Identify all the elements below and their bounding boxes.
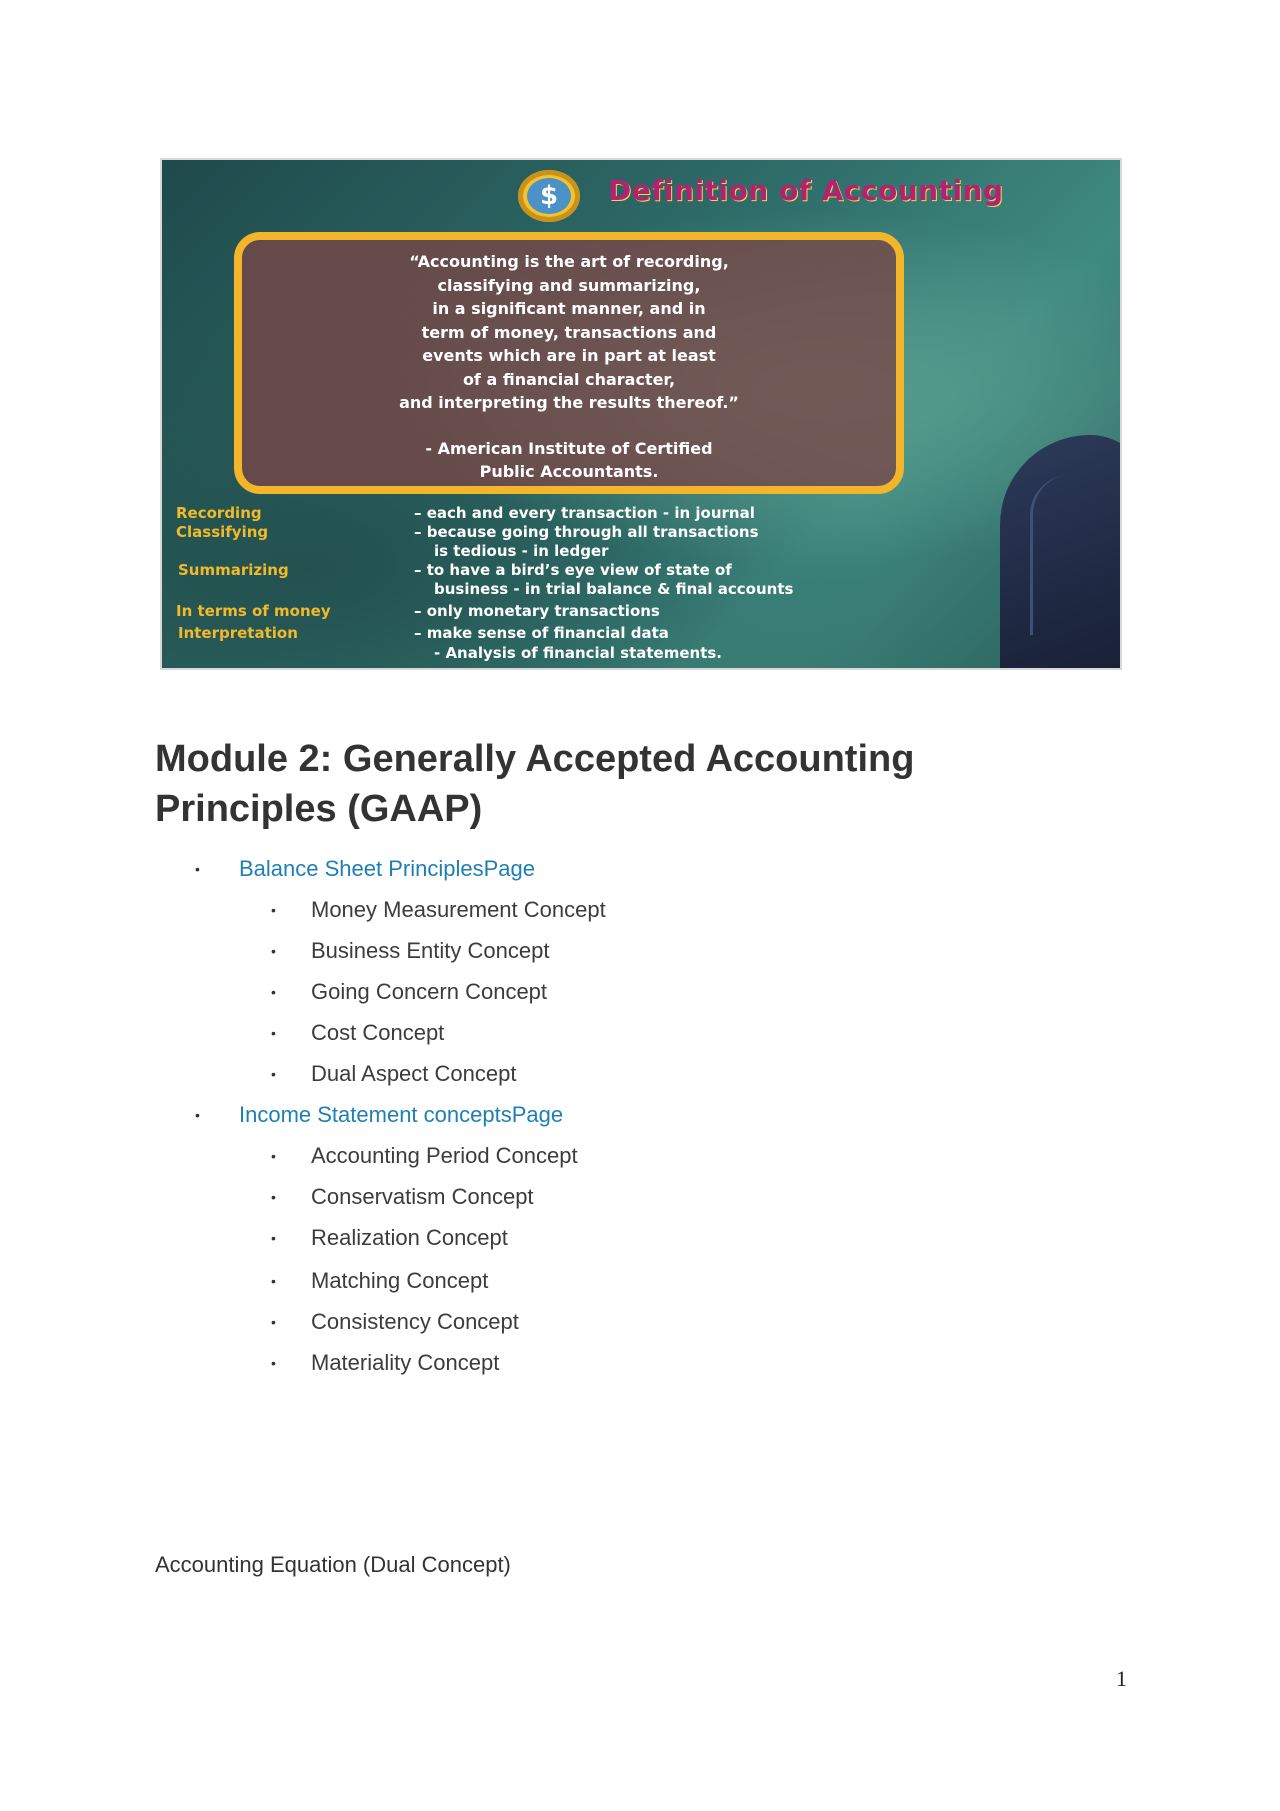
definition-desc: – to have a bird’s eye view of state of: [414, 561, 732, 579]
section-link-balance-sheet[interactable]: [195, 856, 535, 882]
bullet: •: [271, 1189, 276, 1205]
quote-line: “Accounting is the art of recording,: [409, 252, 729, 271]
list-item: [271, 1143, 578, 1169]
list-item-label: Conservatism Concept: [311, 1184, 534, 1209]
bullet: •: [271, 1355, 276, 1371]
bullet: •: [195, 1107, 200, 1123]
jacket-collar: [1030, 475, 1103, 635]
definition-desc: business - in trial balance & final accounts: [434, 580, 794, 598]
bullet: •: [271, 1230, 276, 1246]
list-item-label: Realization Concept: [311, 1225, 508, 1250]
list-item-label: Materiality Concept: [311, 1350, 500, 1375]
section-link-income-statement[interactable]: [195, 1102, 564, 1128]
quote-line: in a significant manner, and in: [432, 299, 706, 318]
list-item-label: Matching Concept: [311, 1268, 489, 1293]
quote-line: term of money, transactions and: [421, 322, 717, 342]
list-item-label: Cost Concept: [311, 1020, 445, 1045]
list-item: [271, 1350, 500, 1376]
list-item-label: Dual Aspect Concept: [311, 1061, 517, 1086]
list-item: [271, 1020, 445, 1046]
bullet: •: [271, 1148, 276, 1164]
section-link-label[interactable]: Income Statement conceptsPage: [239, 1102, 564, 1127]
bullet: •: [271, 1066, 276, 1082]
list-item-label: Money Measurement Concept: [311, 897, 606, 922]
definition-desc: – each and every transaction - in journal: [414, 504, 755, 522]
definition-desc: - Analysis of financial statements.: [434, 644, 723, 662]
definition-of-accounting-slide: [160, 158, 1122, 670]
bullet: •: [195, 861, 200, 877]
bullet: •: [271, 1025, 276, 1041]
quote-line: events which are in part at least: [422, 346, 716, 365]
bullet: •: [271, 1314, 276, 1330]
bullet: •: [271, 902, 276, 918]
definition-term: Classifying: [176, 523, 269, 541]
list-item: [271, 1225, 508, 1251]
bullet: •: [271, 984, 276, 1000]
definition-desc: – only monetary transactions: [414, 602, 660, 620]
definition-term: In terms of money: [176, 602, 331, 620]
list-item-label: Accounting Period Concept: [311, 1143, 578, 1168]
bullet: •: [271, 1273, 276, 1289]
section-link-label[interactable]: Balance Sheet PrinciplesPage: [239, 856, 535, 881]
quote-attribution: - American Institute of Certified: [425, 438, 713, 458]
list-item: [271, 1061, 517, 1087]
quote-line: classifying and summarizing,: [437, 275, 701, 295]
accounting-equation-heading: Accounting Equation (Dual Concept): [155, 1552, 511, 1577]
dollar-symbol: $: [527, 178, 571, 214]
list-item: [271, 1184, 534, 1210]
definition-term: Recording: [176, 504, 262, 522]
list-item-label: Going Concern Concept: [311, 979, 548, 1004]
quote-line: and interpreting the results thereof.”: [399, 393, 739, 412]
page-number: 1: [1116, 1666, 1127, 1691]
page-title: Module 2: Generally Accepted Accounting Principles (GAAP): [155, 738, 915, 830]
slide-title: Definition of Accounting: [608, 174, 1004, 207]
list-item-label: Consistency Concept: [311, 1309, 519, 1334]
list-item: [271, 938, 550, 964]
presenter-figure: [1000, 435, 1122, 670]
dollar-coin-icon: [518, 170, 580, 222]
list-item: [271, 979, 548, 1005]
list-item: [271, 897, 606, 923]
list-item: [271, 1268, 489, 1294]
quote-line: of a financial character,: [462, 369, 676, 389]
list-item-label: Business Entity Concept: [311, 938, 550, 963]
definition-desc: is tedious - in ledger: [434, 542, 609, 560]
quote-attribution: Public Accountants.: [479, 462, 659, 481]
list-item: [271, 1309, 519, 1335]
definition-term: Interpretation: [178, 624, 298, 642]
definition-desc: – because going through all transactions: [414, 523, 759, 541]
quote-box: [234, 232, 904, 494]
definition-term: Summarizing: [178, 561, 289, 579]
slide-header: [162, 166, 1120, 226]
definition-desc: – make sense of financial data: [414, 624, 669, 642]
bullet: •: [271, 943, 276, 959]
